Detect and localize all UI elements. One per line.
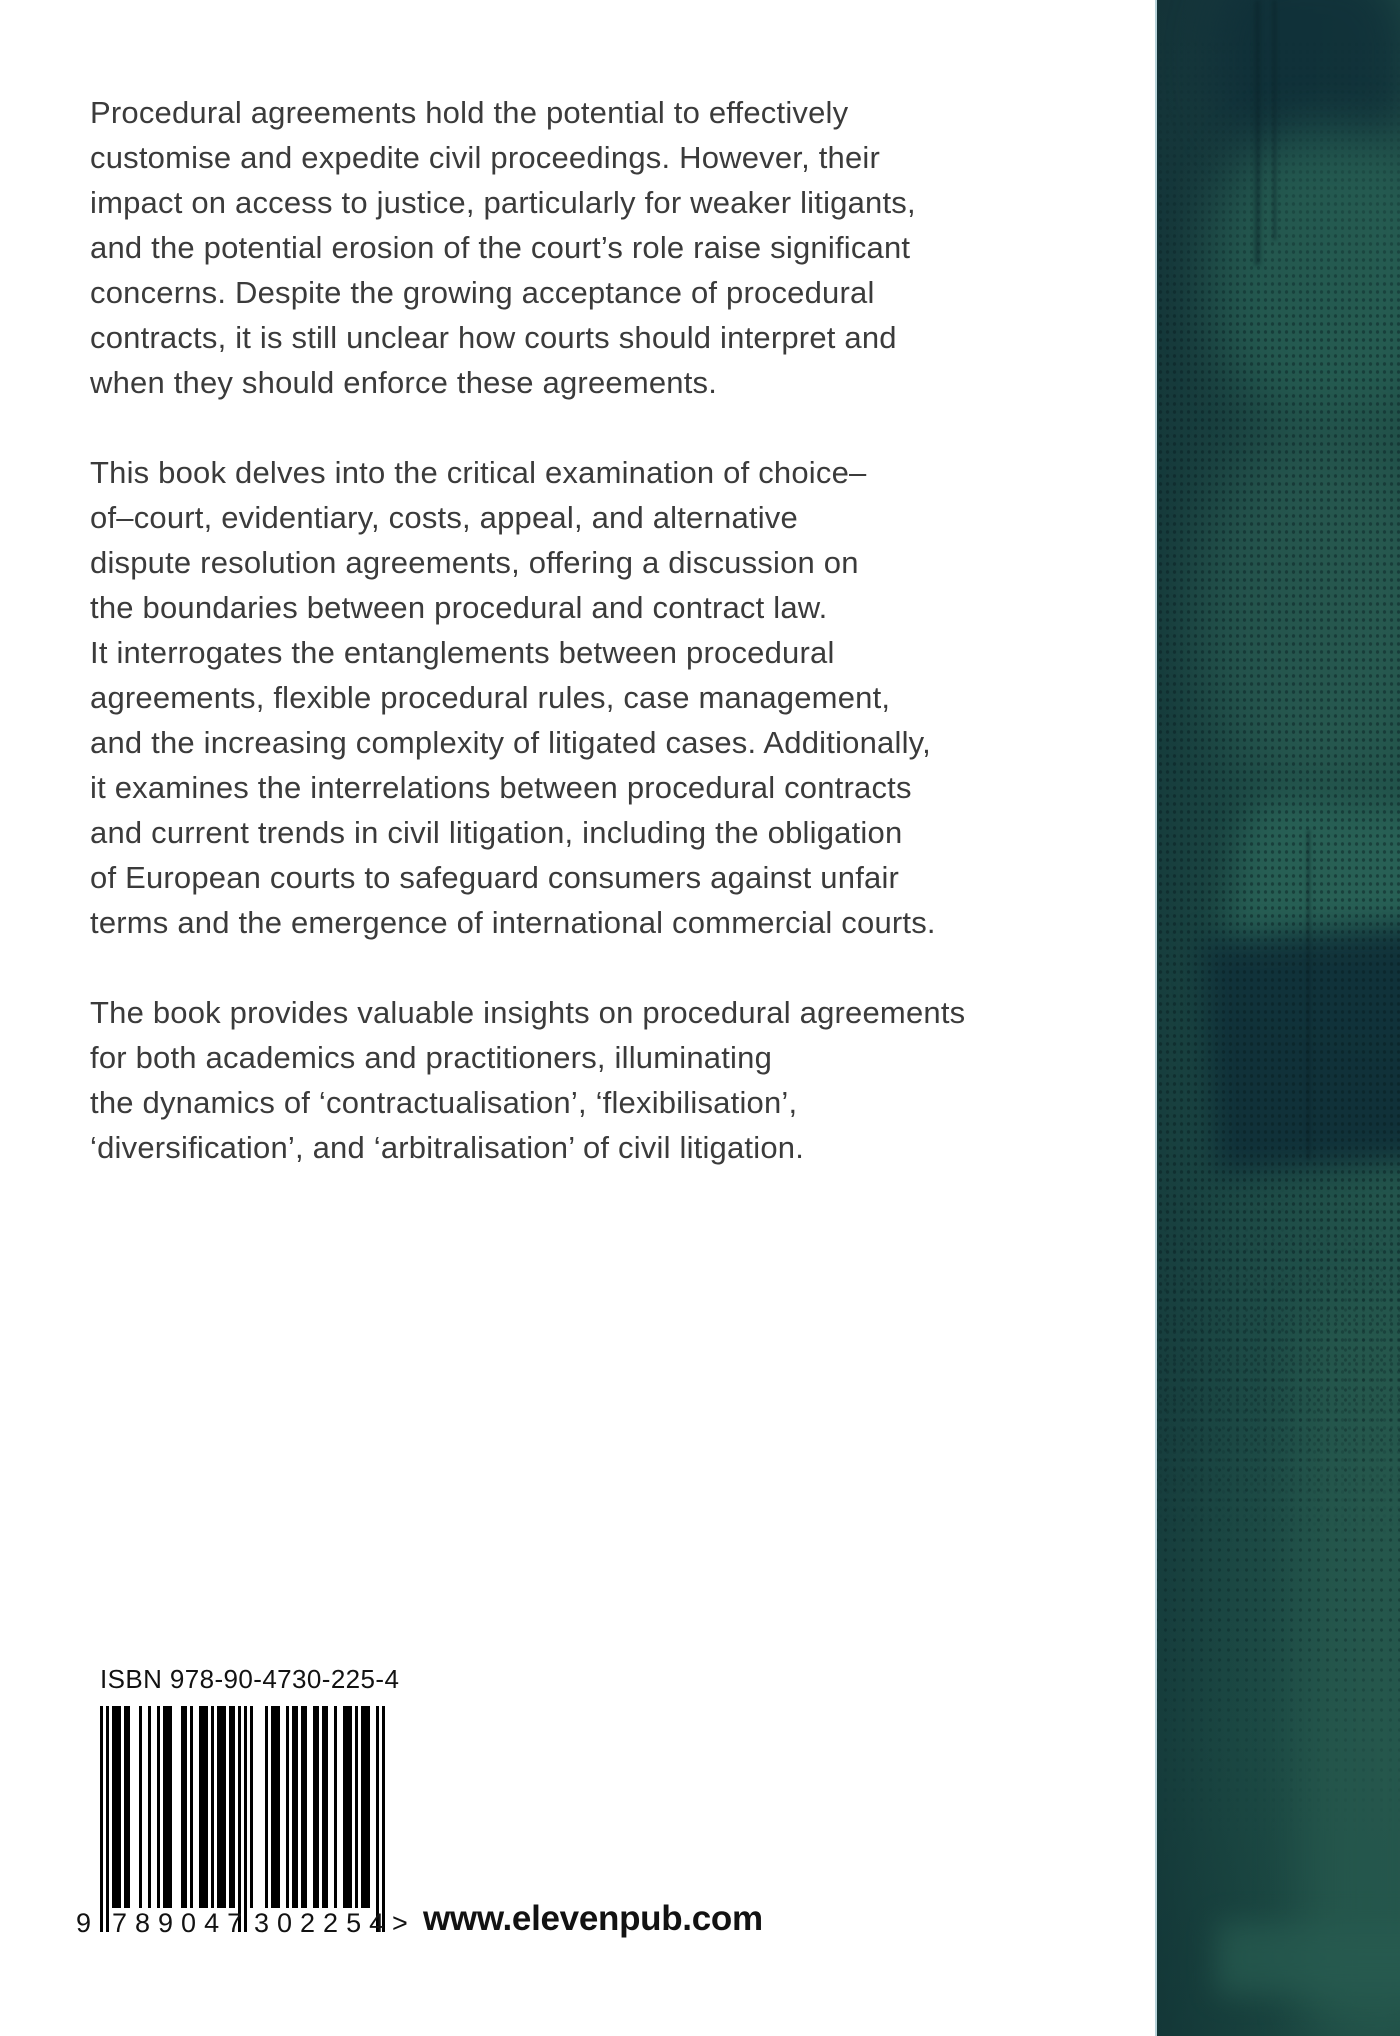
barcode-bar bbox=[184, 1706, 187, 1908]
blurb-line: and the increasing complexity of litigated cases. Additionally, bbox=[90, 725, 931, 760]
barcode-bar bbox=[148, 1706, 151, 1908]
blurb-line: The book provides valuable insights on procedural agreements bbox=[90, 995, 966, 1030]
barcode-bar bbox=[304, 1706, 307, 1908]
barcode-bar bbox=[250, 1706, 253, 1908]
barcode-bar bbox=[169, 1706, 172, 1908]
blurb-line: This book delves into the critical examination of choice– bbox=[90, 455, 867, 490]
barcode-bar bbox=[232, 1706, 235, 1908]
blurb-line: and the potential erosion of the court’s role raise significant bbox=[90, 230, 911, 265]
publisher-website-url: www.elevenpub.com bbox=[423, 1899, 763, 1938]
barcode-bar bbox=[367, 1706, 370, 1908]
barcode-bar bbox=[205, 1706, 208, 1908]
blurb-line: dispute resolution agreements, offering a discussion on bbox=[90, 545, 859, 580]
blurb-paragraph bbox=[90, 990, 965, 1170]
barcode-bar bbox=[139, 1706, 142, 1908]
blurb-line: ‘diversification’, and ‘arbitralisation’ of civil litigation. bbox=[90, 1130, 805, 1165]
blurb-paragraph bbox=[90, 90, 965, 405]
barcode-leading-digit: 9 bbox=[76, 1908, 92, 1938]
barcode-bar bbox=[325, 1706, 328, 1908]
barcode-bar bbox=[190, 1706, 193, 1908]
barcode-bar bbox=[286, 1706, 289, 1908]
blurb-line: concerns. Despite the growing acceptance of procedural bbox=[90, 275, 875, 310]
blurb-line: impact on access to justice, particularly for weaker litigants, bbox=[90, 185, 916, 220]
barcode-bar bbox=[265, 1706, 268, 1908]
blurb-line: It interrogates the entanglements between procedural bbox=[90, 635, 835, 670]
barcode-bar bbox=[349, 1706, 352, 1908]
barcode-bar bbox=[295, 1706, 298, 1908]
blurb-text bbox=[90, 90, 965, 1215]
blurb-line: agreements, flexible procedural rules, case management, bbox=[90, 680, 891, 715]
barcode-bar bbox=[244, 1706, 247, 1932]
blurb-line: and current trends in civil litigation, including the obligation bbox=[90, 815, 903, 850]
barcode-digits-group2: 302254 bbox=[254, 1908, 393, 1938]
barcode-bar bbox=[316, 1706, 319, 1908]
blurb-line: of–court, evidentiary, costs, appeal, and alternative bbox=[90, 500, 798, 535]
blurb-line: the boundaries between procedural and contract law. bbox=[90, 590, 828, 625]
barcode-bar bbox=[106, 1706, 109, 1932]
barcode-bar bbox=[211, 1706, 214, 1908]
blurb-line: contracts, it is still unclear how courts should interpret and bbox=[90, 320, 897, 355]
blurb-line: the dynamics of ‘contractualisation’, ‘flexibilisation’, bbox=[90, 1085, 798, 1120]
barcode-bar bbox=[100, 1706, 103, 1932]
blurb-line: it examines the interrelations between procedural contracts bbox=[90, 770, 912, 805]
barcode-digits-group1: 789047 bbox=[112, 1908, 251, 1938]
blurb-line: when they should enforce these agreements. bbox=[90, 365, 718, 400]
barcode-bar bbox=[355, 1706, 358, 1908]
barcode-bar bbox=[118, 1706, 121, 1908]
barcode-bar bbox=[376, 1706, 379, 1932]
cover-art-strip bbox=[1155, 0, 1400, 2036]
barcode-bar bbox=[238, 1706, 241, 1932]
blurb-line: terms and the emergence of international commercial courts. bbox=[90, 905, 936, 940]
isbn-label: ISBN 978-90-4730-225-4 bbox=[100, 1664, 400, 1694]
art-halftone-dots bbox=[1157, 0, 1400, 2036]
blurb-line: customise and expedite civil proceedings. However, their bbox=[90, 140, 881, 175]
barcode-bar bbox=[127, 1706, 130, 1908]
barcode-bars bbox=[100, 1706, 385, 1932]
barcode-bar bbox=[223, 1706, 226, 1908]
blurb-paragraph bbox=[90, 450, 965, 945]
barcode-bar bbox=[277, 1706, 280, 1908]
blurb-line: for both academics and practitioners, illuminating bbox=[90, 1040, 773, 1075]
barcode-quiet-zone-arrow: > bbox=[392, 1908, 408, 1938]
barcode-bar bbox=[334, 1706, 337, 1908]
blurb-line: Procedural agreements hold the potential to effectively bbox=[90, 95, 849, 130]
blurb-line: of European courts to safeguard consumers against unfair bbox=[90, 860, 900, 895]
ean13-barcode bbox=[76, 1706, 408, 1946]
barcode-bar bbox=[382, 1706, 385, 1932]
barcode-bar bbox=[157, 1706, 160, 1908]
